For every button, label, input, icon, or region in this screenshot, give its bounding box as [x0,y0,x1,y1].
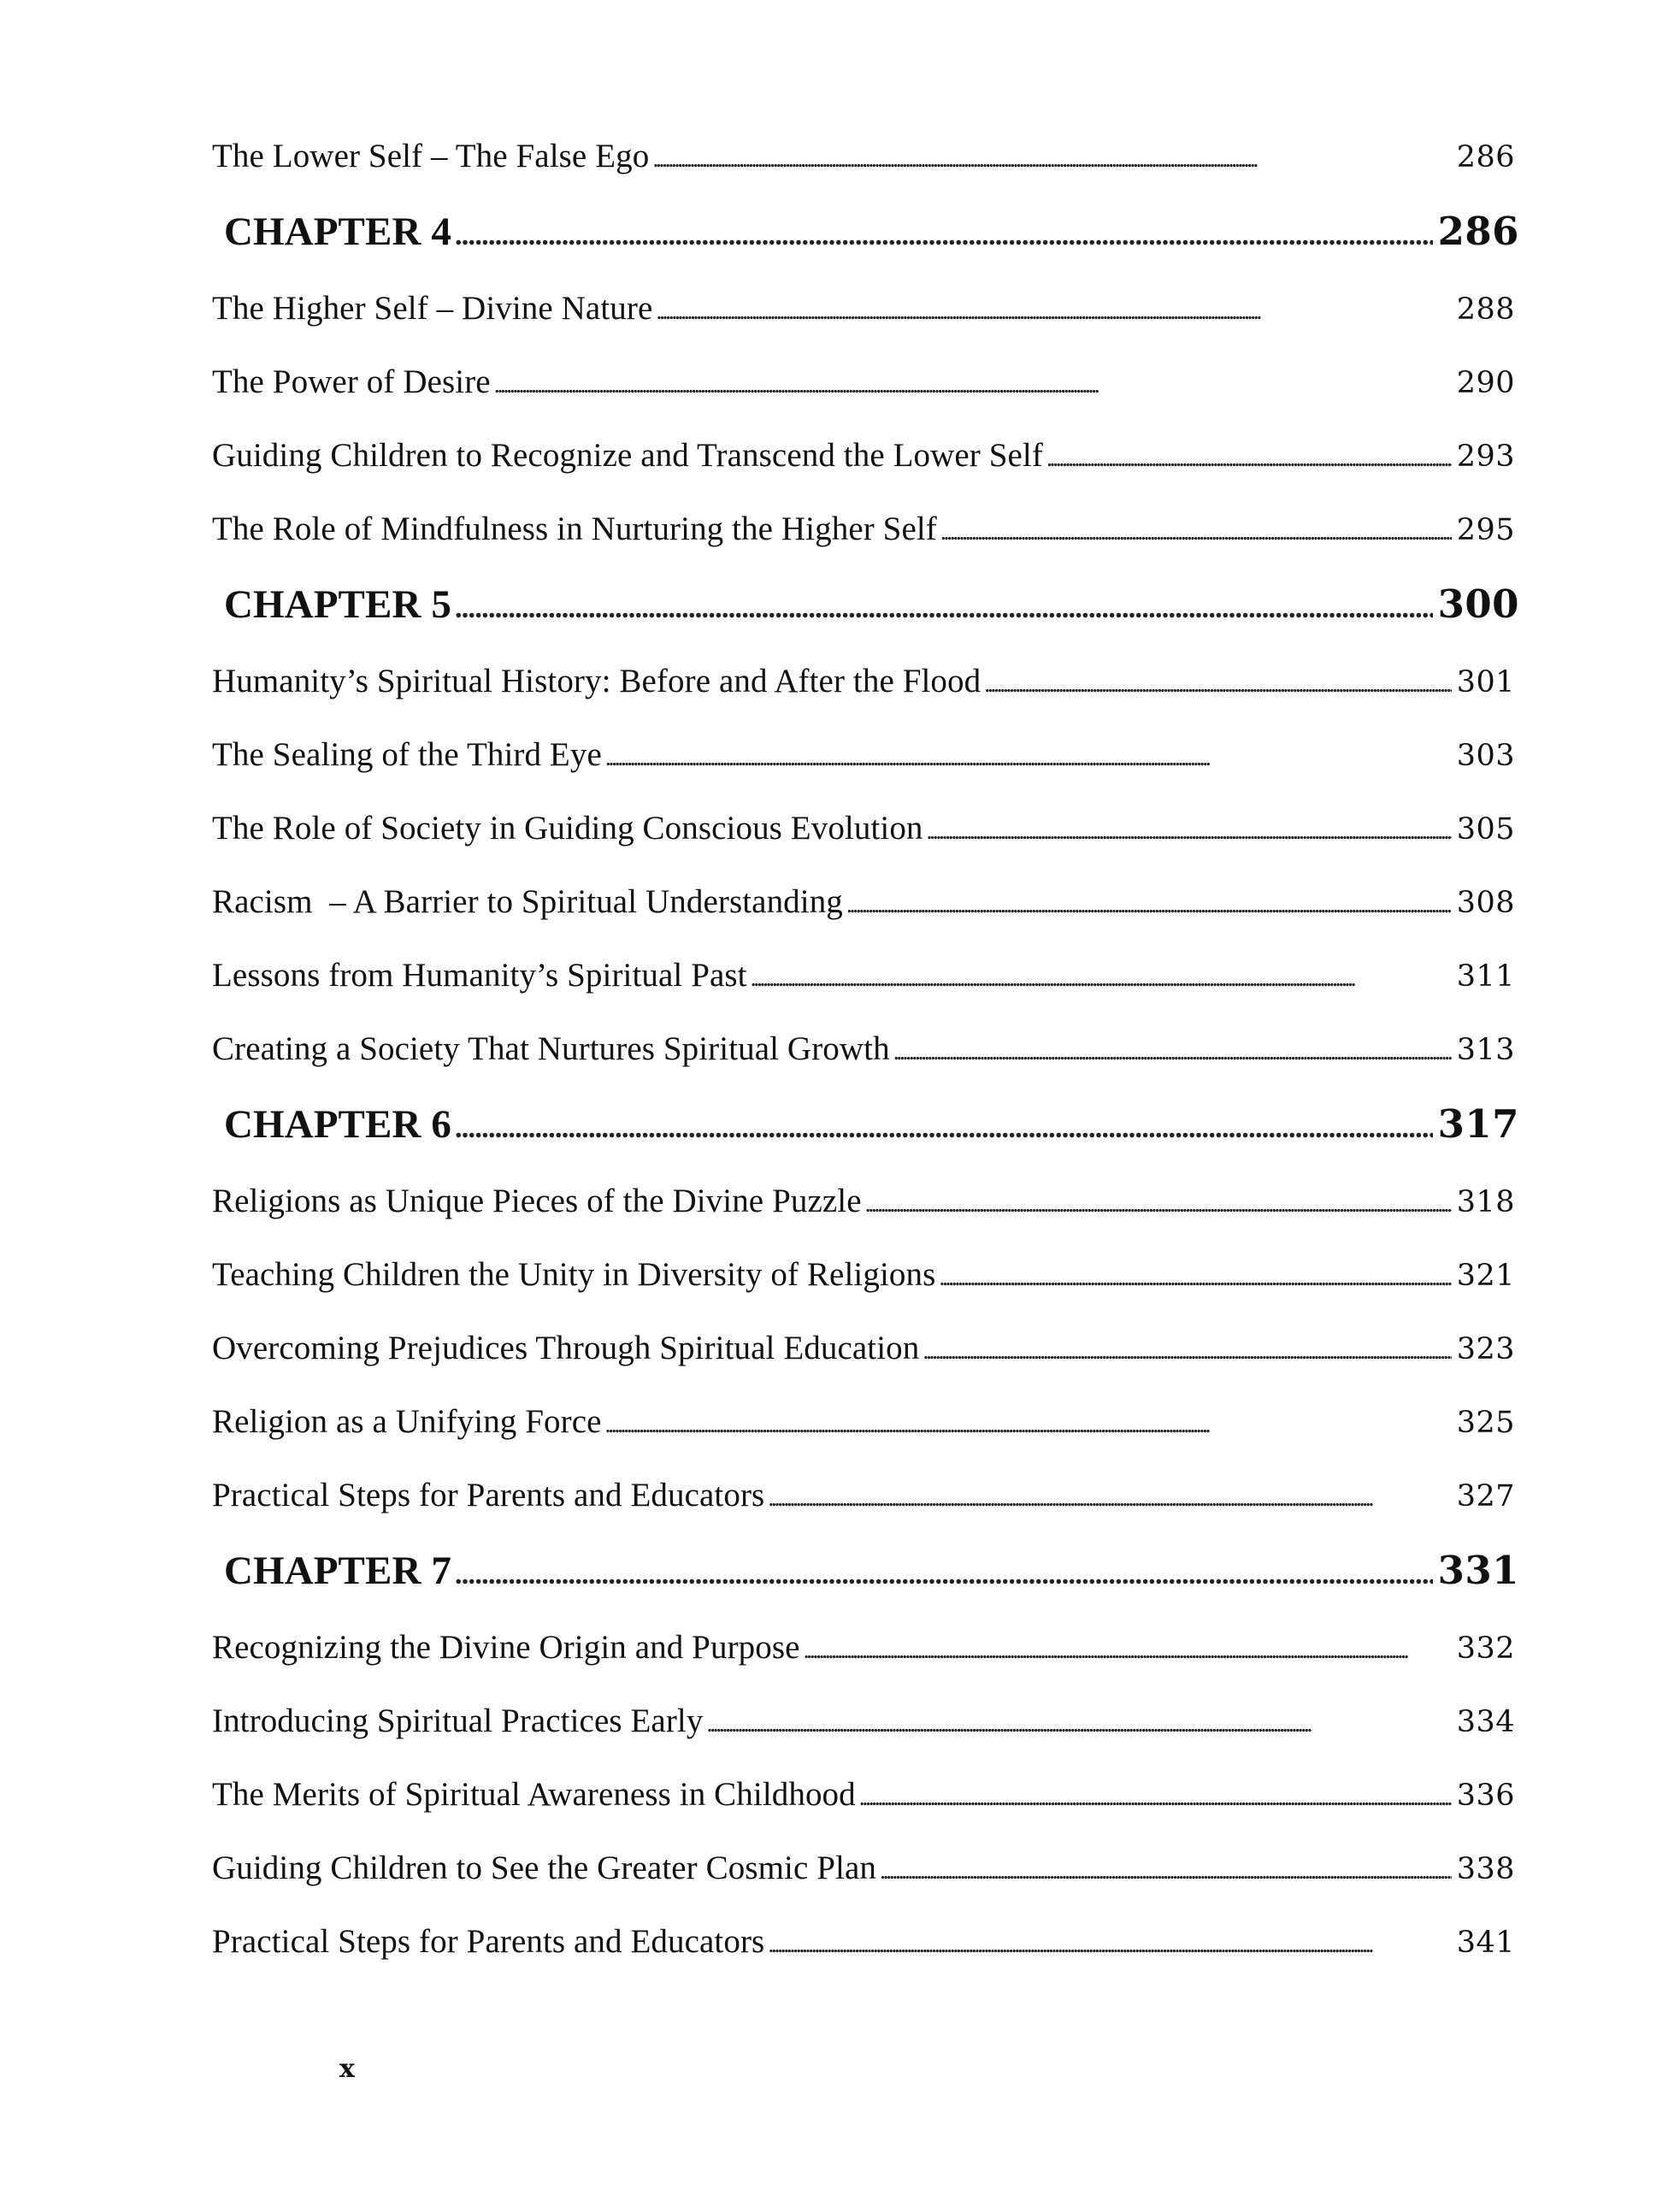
toc-entry-page: 325 [1456,1406,1515,1440]
toc-entry-page: 303 [1456,739,1515,773]
dot-leader [605,735,1452,774]
toc-entry[interactable] [212,1182,1515,1242]
toc-entry-page: 311 [1456,959,1515,994]
toc-entry[interactable] [212,363,1515,422]
toc-entry-title: Overcoming Prejudices Through Spiritual Education [212,1330,920,1366]
toc-entry-title: Teaching Children the Unity in Diversity of Religions [212,1256,936,1293]
toc-entry[interactable] [212,1402,1515,1462]
toc-entry-page: 290 [1456,366,1515,400]
dot-leader [768,1476,1451,1514]
dot-leader [893,1030,1452,1068]
dot-leader [1046,436,1452,475]
page-number: x [339,2054,355,2084]
toc-entry-title: Guiding Children to Recognize and Transcend the Lower Self [212,437,1043,474]
toc-entry[interactable] [212,289,1515,349]
toc-entry-title: Practical Steps for Parents and Educators [212,1477,765,1513]
toc-entry-title: Religion as a Unifying Force [212,1403,602,1440]
toc-entry[interactable] [212,662,1515,722]
dot-leader [859,1775,1452,1814]
toc-entry-title: Practical Steps for Parents and Educators [212,1923,765,1960]
toc-entry-page: 301 [1456,665,1515,699]
toc-entry-title: Guiding Children to See the Greater Cosmic Plan [212,1850,876,1886]
toc-chapter-heading[interactable] [224,1101,1519,1161]
toc-entry-title: The Role of Mindfulness in Nurturing the Higher Self [212,510,937,547]
dot-leader [605,1402,1452,1441]
toc-entry-page: 305 [1456,812,1515,847]
toc-chapter-title: CHAPTER 4 [224,209,451,254]
dot-leader [652,137,1451,175]
toc-entry-page: 288 [1456,292,1515,327]
dot-leader [455,1548,1433,1594]
toc-entry[interactable] [212,1030,1515,1089]
toc-entry-title: Lessons from Humanity’s Spiritual Past [212,957,747,994]
toc-entry[interactable] [212,1476,1515,1536]
toc-entry-title: The Power of Desire [212,363,491,400]
dot-leader [656,289,1451,327]
dot-leader [865,1182,1452,1220]
dot-leader [880,1849,1452,1887]
toc-entry[interactable] [212,1922,1515,1982]
toc-entry-title: Racism – A Barrier to Spiritual Understanding [212,883,843,920]
toc-entry-title: Religions as Unique Pieces of the Divine Puzzle [212,1183,862,1219]
toc-entry[interactable] [212,436,1515,496]
toc-entry-title: The Higher Self – Divine Nature [212,290,653,327]
dot-leader [455,581,1433,628]
toc-entry-page: 332 [1456,1631,1515,1666]
toc-entry-page: 323 [1456,1332,1515,1366]
toc-entry-page: 321 [1456,1259,1515,1293]
toc-entry-page: 308 [1456,886,1515,920]
toc-entry[interactable] [212,1702,1515,1761]
toc-chapter-page: 286 [1437,209,1519,254]
toc-entry-title: The Merits of Spiritual Awareness in Childhood [212,1776,856,1813]
toc-entry-title: Introducing Spiritual Practices Early [212,1702,704,1739]
toc-entry-title: The Sealing of the Third Eye [212,736,602,773]
toc-chapter-heading[interactable] [224,581,1519,641]
toc-entry[interactable] [212,809,1515,869]
toc-entry[interactable] [212,882,1515,942]
toc-chapter-heading[interactable] [224,1548,1519,1608]
toc-entry[interactable] [212,1849,1515,1909]
toc-chapter-page: 300 [1437,581,1519,627]
toc-chapter-title: CHAPTER 5 [224,582,451,627]
toc-entry[interactable] [212,1628,1515,1688]
toc-entry-title: The Role of Society in Guiding Conscious Evolution [212,810,923,847]
dot-leader [923,1329,1451,1367]
dot-leader [455,1101,1433,1148]
toc-chapter-title: CHAPTER 7 [224,1549,451,1593]
dot-leader [804,1628,1452,1667]
toc-entry-page: 336 [1456,1779,1515,1813]
toc-entry-page: 341 [1456,1926,1515,1960]
dot-leader [927,809,1452,847]
dot-leader [846,882,1452,921]
dot-leader [751,956,1452,994]
toc-entry-page: 327 [1456,1479,1515,1513]
toc-entry[interactable] [212,735,1515,795]
toc-chapter-heading[interactable] [224,209,1519,268]
toc-entry[interactable] [212,1775,1515,1835]
toc-entry[interactable] [212,1329,1515,1389]
toc-entry-page: 318 [1456,1185,1515,1219]
dot-leader [768,1922,1451,1961]
toc-entry[interactable] [212,510,1515,569]
dot-leader [706,1702,1451,1740]
toc-entry-page: 334 [1456,1705,1515,1739]
toc-entry[interactable] [212,1255,1515,1315]
toc-entry-title: The Lower Self – The False Ego [212,138,650,174]
toc-entry[interactable] [212,956,1515,1016]
toc-entry[interactable] [212,137,1515,197]
toc-entry-page: 295 [1456,513,1515,547]
dot-leader [940,510,1452,548]
toc-chapter-page: 331 [1437,1548,1519,1593]
dot-leader [494,363,1452,401]
toc-entry-title: Recognizing the Divine Origin and Purpose [212,1629,800,1666]
toc-entry-title: Creating a Society That Nurtures Spiritual Growth [212,1030,890,1067]
toc-entry-page: 286 [1456,140,1515,174]
toc-entry-page: 338 [1456,1852,1515,1886]
toc-chapter-page: 317 [1437,1101,1519,1147]
toc-entry-page: 313 [1456,1033,1515,1067]
toc-chapter-title: CHAPTER 6 [224,1102,451,1147]
dot-leader [455,209,1433,255]
dot-leader [984,662,1451,700]
toc-entry-page: 293 [1456,440,1515,474]
toc-entry-title: Humanity’s Spiritual History: Before and After the Flood [212,663,981,699]
dot-leader [939,1255,1451,1294]
